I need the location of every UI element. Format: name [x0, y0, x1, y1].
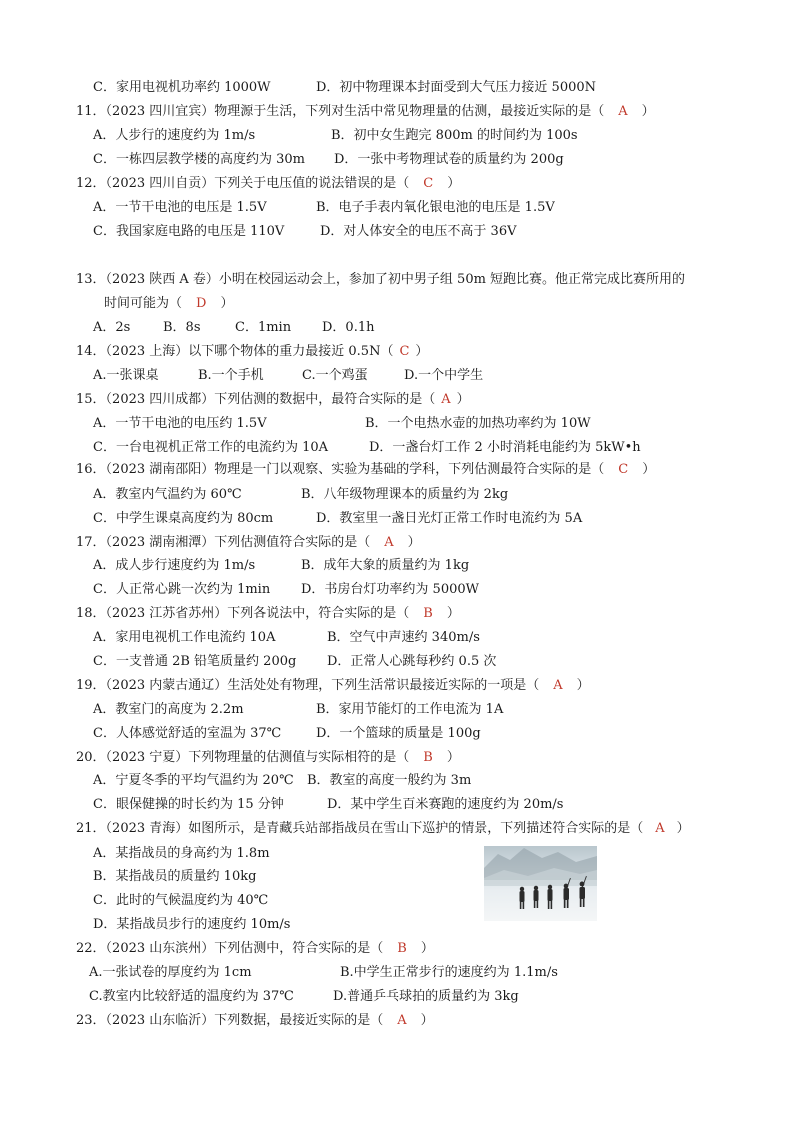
option-a: A.一张试卷的厚度约为 1cm: [89, 965, 252, 980]
answer-letter: B: [423, 750, 433, 765]
option-c: C．人体感觉舒适的室温为 37℃: [93, 726, 282, 741]
option-c: C.一个鸡蛋: [302, 368, 368, 383]
option-d: D．某中学生百米赛跑的速度约为 20m/s: [327, 797, 564, 812]
option-b: B.中学生正常步行的速度约为 1.1m/s: [340, 965, 558, 980]
option-c: C．1min: [235, 320, 292, 335]
option-d: D．某指战员步行的速度约 10m/s: [93, 917, 291, 932]
question-stem: 21．（2023 青海）如图所示，是青藏兵站部指战员在雪山下巡护的情景，下列描述符合实际的是（ A ）: [76, 821, 690, 836]
option-d: D．正常人心跳每秒约 0.5 次: [327, 654, 497, 669]
answer-letter: A: [618, 104, 628, 119]
option-c: C.教室内比较舒适的温度约为 37℃: [89, 989, 294, 1004]
option-b: B．家用节能灯的工作电流为 1A: [316, 702, 504, 717]
snow-mountain-scene: [484, 846, 597, 921]
question-stem-continued: 时间可能为（ D ）: [104, 296, 234, 311]
option-a: A．某指战员的身高约为 1.8m: [93, 846, 270, 861]
option-c: C．一台电视机正常工作的电流约为 10A: [93, 440, 329, 455]
question-stem: 19．（2023 内蒙古通辽）生活处处有物理，下列生活常识最接近实际的一项是（ A ）: [76, 678, 590, 693]
answer-letter: C: [618, 462, 629, 477]
option-b: B．八年级物理课本的质量约为 2kg: [301, 487, 509, 502]
question-stem: 23．（2023 山东临沂）下列数据，最接近实际的是（ A ）: [76, 1013, 434, 1028]
option-d: D．教室里一盏日光灯正常工作时电流约为 5A: [316, 511, 583, 526]
option-a: A．人步行的速度约为 1m/s: [93, 128, 256, 143]
option-b: B．电子手表内氧化银电池的电压是 1.5V: [316, 200, 555, 215]
question-stem: 12．（2023 四川自贡）下列关于电压值的说法错误的是（ C ）: [76, 176, 461, 191]
question-stem: 20．（2023 宁夏）下列物理量的估测值与实际相符的是（ B ）: [76, 750, 460, 765]
option-b: B．教室的高度一般约为 3m: [307, 773, 472, 788]
option-d: D．一个篮球的质量是 100g: [316, 726, 481, 741]
option-c: C．眼保健操的时长约为 15 分钟: [93, 797, 284, 812]
option-b: B．初中女生跑完 800m 的时间约为 100s: [331, 128, 578, 143]
option-a: A．教室内气温约为 60℃: [93, 487, 242, 502]
option-d: D．0.1h: [322, 320, 375, 335]
option-a: A．一节干电池的电压约 1.5V: [93, 416, 267, 431]
answer-letter: B: [397, 941, 407, 956]
option-c: C．此时的气候温度约为 40℃: [93, 893, 269, 908]
option-c: C．一栋四层教学楼的高度约为 30m: [93, 152, 305, 167]
option-d: D．对人体安全的电压不高于 36V: [320, 224, 517, 239]
answer-letter: A: [397, 1013, 407, 1028]
answer-letter: A: [553, 678, 563, 693]
option-a: A．教室门的高度为 2.2m: [93, 702, 244, 717]
option-d: D.普通乒乓球拍的质量约为 3kg: [333, 989, 519, 1004]
option-c: C．一支普通 2B 铅笔质量约 200g: [93, 654, 297, 669]
option-d: D．一盏台灯工作 2 小时消耗电能约为 5kW•h: [369, 440, 641, 455]
question-stem: 11．（2023 四川宜宾）物理源于生活，下列对生活中常见物理量的估测，最接近实际的是（ A ）: [76, 104, 655, 119]
question-stem: 15．（2023 四川成都）下列估测的数据中，最符合实际的是（ A ）: [76, 392, 470, 407]
question-stem: 17．（2023 湖南湘潭）下列估测值符合实际的是（ A ）: [76, 535, 421, 550]
option-d: D.一个中学生: [404, 368, 484, 383]
option-c: C．人正常心跳一次约为 1min: [93, 582, 271, 597]
soldiers-patrol-photo: [484, 846, 597, 921]
option-b: B．8s: [163, 320, 201, 335]
option-c: C．家用电视机功率约 1000W: [93, 80, 271, 95]
option-a: A.一张课桌: [93, 368, 159, 383]
answer-letter: A: [384, 535, 394, 550]
answer-letter: A: [655, 821, 665, 836]
answer-letter: A: [441, 392, 451, 407]
option-d: D．初中物理课本封面受到大气压力接近 5000N: [316, 80, 597, 95]
option-a: A．2s: [93, 320, 131, 335]
option-b: B．成年大象的质量约为 1kg: [301, 558, 470, 573]
option-c: C．中学生课桌高度约为 80cm: [93, 511, 274, 526]
answer-letter: C: [423, 176, 434, 191]
option-b: B．某指战员的质量约 10kg: [93, 869, 257, 884]
answer-letter: B: [423, 606, 433, 621]
answer-letter: D: [196, 296, 207, 311]
option-d: D．书房台灯功率约为 5000W: [301, 582, 480, 597]
question-stem: 18．（2023 江苏省苏州）下列各说法中，符合实际的是（ B ）: [76, 606, 460, 621]
question-stem: 22．（2023 山东滨州）下列估测中，符合实际的是（ B ）: [76, 941, 434, 956]
option-d: D．一张中考物理试卷的质量约为 200g: [334, 152, 564, 167]
question-stem: 16．（2023 湖南邵阳）物理是一门以观察、实验为基础的学科，下列估测最符合实际的是（ C ）: [76, 462, 656, 477]
option-a: A．一节干电池的电压是 1.5V: [93, 200, 267, 215]
question-stem: 13．（2023 陕西 A 卷）小明在校园运动会上，参加了初中男子组 50m 短跑比赛。他正常完成比赛所用的: [76, 272, 686, 287]
option-a: A．成人步行速度约为 1m/s: [93, 558, 256, 573]
question-stem: 14．（2023 上海）以下哪个物体的重力最接近 0.5N（ C ）: [76, 344, 429, 359]
option-c: C．我国家庭电路的电压是 110V: [93, 224, 285, 239]
answer-letter: C: [399, 344, 410, 359]
option-b: B．一个电热水壶的加热功率约为 10W: [365, 416, 591, 431]
option-a: A．宁夏冬季的平均气温约为 20℃: [93, 773, 294, 788]
option-b: B.一个手机: [198, 368, 264, 383]
option-a: A．家用电视机工作电流约 10A: [93, 630, 276, 645]
option-b: B．空气中声速约 340m/s: [327, 630, 480, 645]
